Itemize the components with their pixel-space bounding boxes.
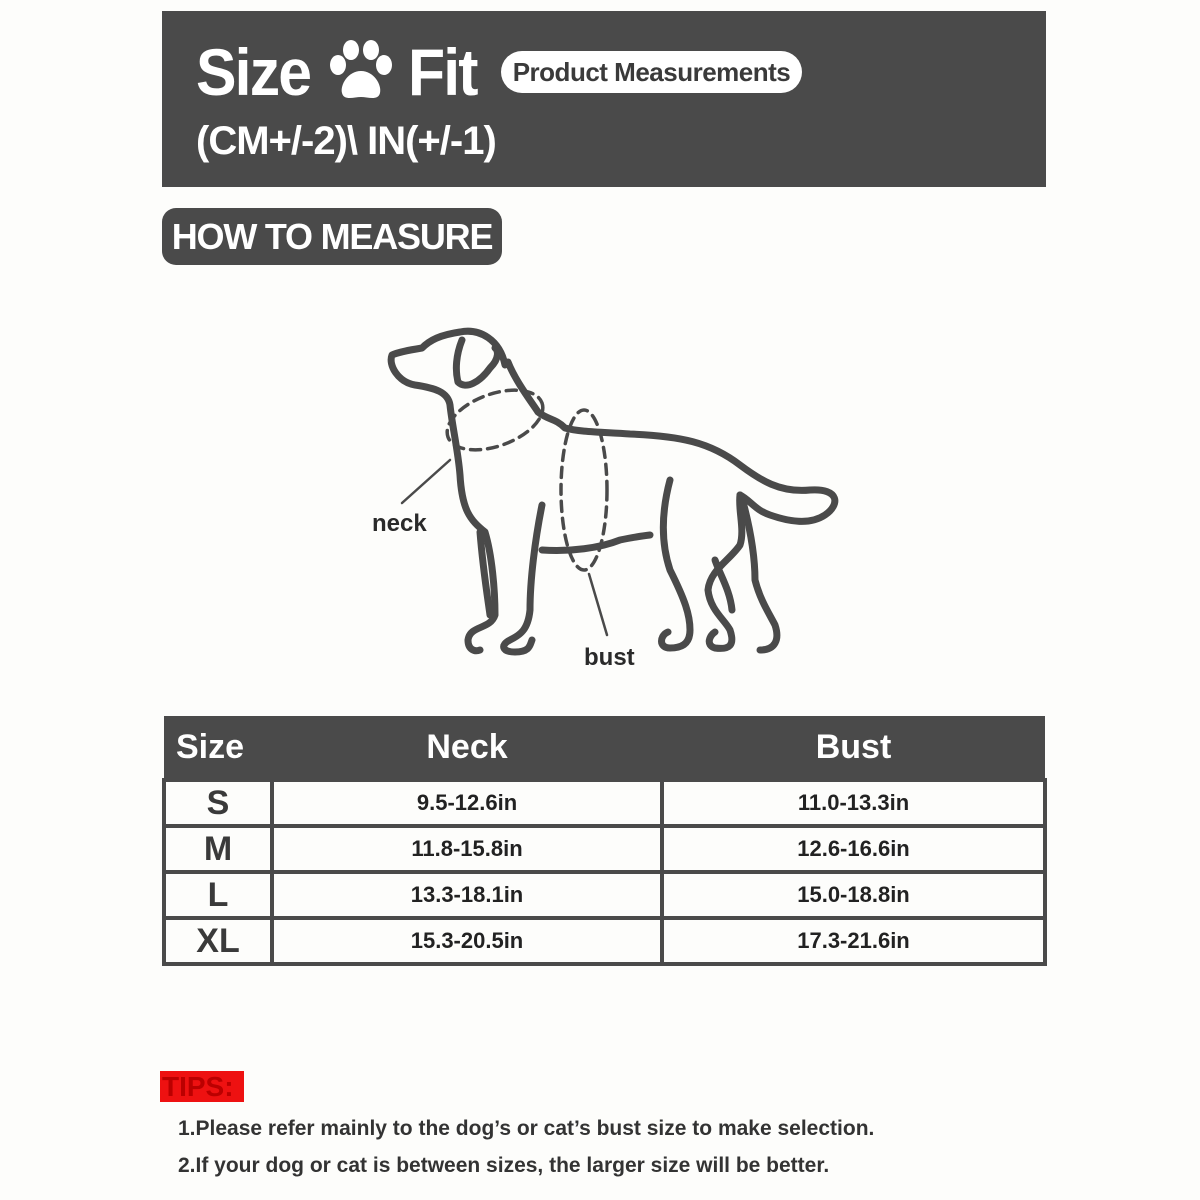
bust-cell: 11.0-13.3in (662, 780, 1045, 826)
neck-cell: 13.3-18.1in (272, 872, 662, 918)
tip-item-2: 2.If your dog or cat is between sizes, the larger size will be better. (178, 1154, 830, 1177)
size-cell: S (164, 780, 272, 826)
neck-cell: 11.8-15.8in (272, 826, 662, 872)
how-to-measure-heading: HOW TO MEASURE (162, 208, 502, 265)
header-bust: Bust (662, 716, 1045, 780)
header-size: Size (164, 716, 272, 780)
table-header-row (164, 716, 1045, 780)
bust-label: bust (584, 644, 635, 671)
bust-cell: 17.3-21.6in (662, 918, 1045, 964)
bust-cell: 12.6-16.6in (662, 826, 1045, 872)
size-cell: M (164, 826, 272, 872)
header-banner (162, 11, 1046, 187)
title-fit: Fit (408, 35, 477, 109)
neck-label: neck (372, 510, 427, 537)
size-cell: XL (164, 918, 272, 964)
header-neck: Neck (272, 716, 662, 780)
table-row (164, 826, 1045, 872)
product-measurements-badge: Product Measurements (501, 51, 803, 93)
bust-cell: 15.0-18.8in (662, 872, 1045, 918)
table-row (164, 780, 1045, 826)
neck-cell: 15.3-20.5in (272, 918, 662, 964)
table-row (164, 872, 1045, 918)
title-size: Size (196, 35, 311, 109)
tip-item-1: 1.Please refer mainly to the dog’s or cat’s bust size to make selection. (178, 1117, 875, 1140)
neck-cell: 9.5-12.6in (272, 780, 662, 826)
tips-label: TIPS: (160, 1071, 244, 1102)
size-cell: L (164, 872, 272, 918)
tolerance-subtitle: (CM+/-2)\ IN(+/-1) (196, 119, 496, 163)
title-row (196, 35, 802, 109)
table-row (164, 918, 1045, 964)
size-chart-table (162, 716, 1047, 966)
paw-icon (326, 39, 396, 105)
dog-diagram (370, 310, 850, 680)
